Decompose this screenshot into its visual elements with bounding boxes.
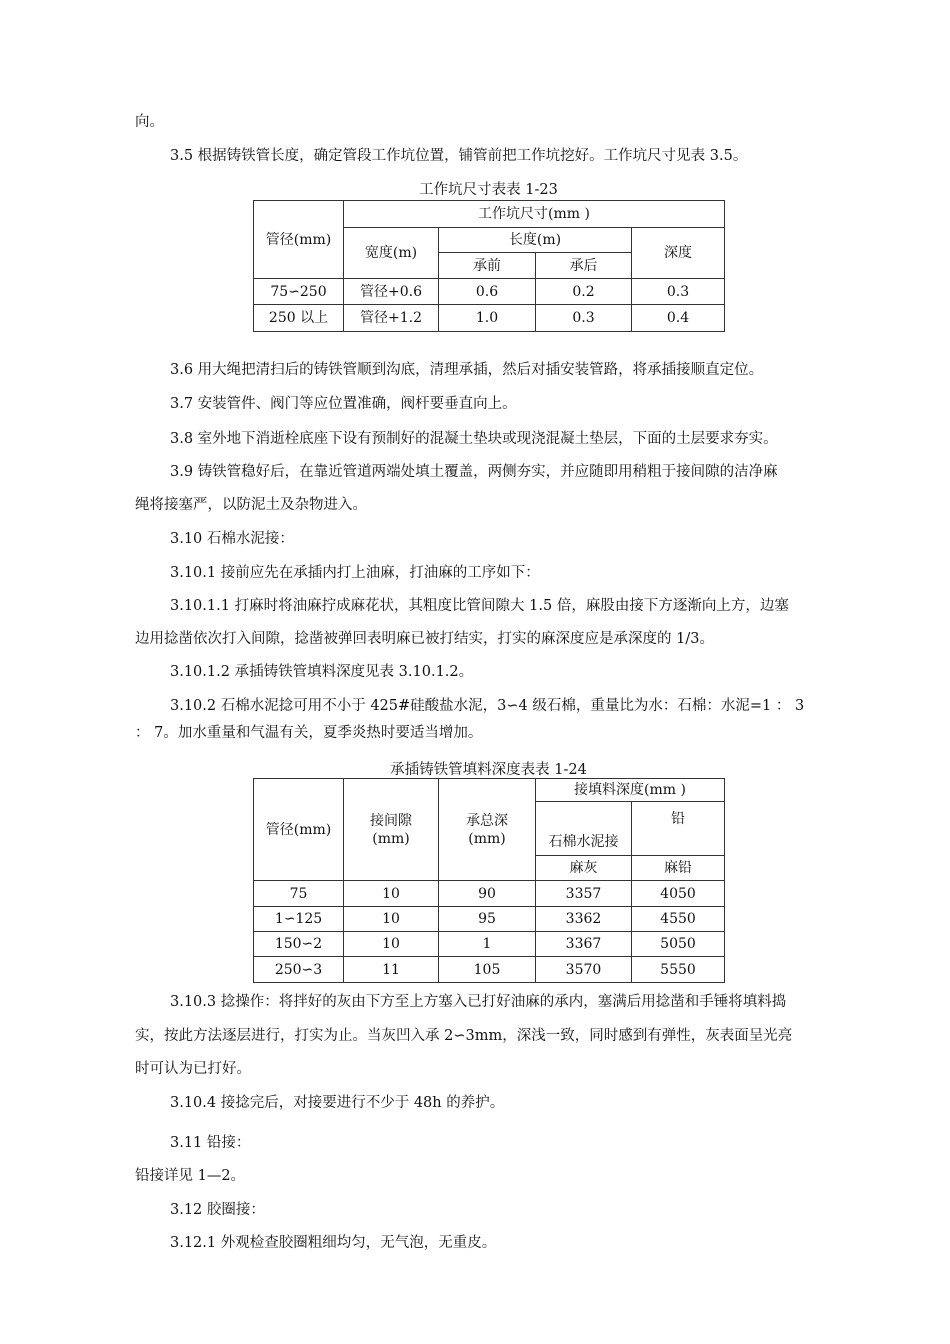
table-cell: 管径+1.2 (344, 305, 439, 332)
header-hemp-lead: 麻铅 (632, 856, 725, 881)
fill-depth-table (253, 778, 725, 983)
header-pipe-diameter: 管径(mm) (254, 201, 344, 279)
paragraph-3-10-3-line3: 时可认为已打好。 (135, 1061, 251, 1077)
table-cell: 150∽2 (254, 932, 344, 957)
header-front: 承前 (439, 253, 536, 279)
table-row (254, 881, 725, 907)
table-row (254, 957, 725, 983)
table-cell: 0.2 (536, 279, 632, 305)
header-joint-gap (344, 779, 439, 881)
table-cell: 3367 (536, 932, 632, 957)
paragraph-3-10-3-line2: 实，按此方法逐层进行，打实为止。当灰凹入承 2∽3mm，深浅一致，同时感到有弹性，灰表面呈光亮 (135, 1028, 793, 1044)
table-cell: 1 (439, 932, 536, 957)
paragraph-3-9-line2: 绳将接塞严，以防泥土及杂物进入。 (135, 497, 367, 513)
table-row (254, 305, 725, 332)
table-cell: 0.6 (439, 279, 536, 305)
header-lead: 铅 (632, 802, 725, 856)
table-row (254, 279, 725, 305)
table-cell: 105 (439, 957, 536, 983)
table-row (254, 932, 725, 957)
table-row (254, 907, 725, 932)
header-hemp-ash: 麻灰 (536, 856, 632, 881)
paragraph-3-12-1: 3.12.1 外观检查胶圈粗细均匀，无气泡，无重皮。 (170, 1235, 497, 1251)
paragraph-3-10-1-2: 3.10.1.2 承插铸铁管填料深度见表 3.10.1.2。 (170, 664, 474, 680)
table-cell: 3362 (536, 907, 632, 932)
header-pit-size: 工作坑尺寸(mm ) (344, 201, 725, 228)
table-cell: 10 (344, 932, 439, 957)
header-fill-depth: 接填料深度(mm ) (536, 779, 725, 802)
table-cell: 5550 (632, 957, 725, 983)
paragraph-3-8: 3.8 室外地下消逝栓底座下设有预制好的混凝土垫块或现浇混凝土垫层，下面的土层要求夯实。 (170, 431, 778, 447)
table2-caption: 承插铸铁管填料深度表表 1-24 (390, 762, 587, 778)
table-cell: 3570 (536, 957, 632, 983)
table-cell: 90 (439, 881, 536, 907)
paragraph-3-10-1-1-line1: 3.10.1.1 打麻时将油麻拧成麻花状，其粗度比管间隙大 1.5 倍，麻股由接下方逐渐向上方，边塞 (170, 598, 789, 614)
table-cell: 11 (344, 957, 439, 983)
table-cell: 75∽250 (254, 279, 344, 305)
table-cell: 95 (439, 907, 536, 932)
paragraph-3-7: 3.7 安装管件、阀门等应位置准确，阀杆要垂直向上。 (170, 396, 517, 412)
header-back: 承后 (536, 253, 632, 279)
table-cell: 4550 (632, 907, 725, 932)
table-cell: 管径+0.6 (344, 279, 439, 305)
paragraph-3-10-3-line1: 3.10.3 捻操作：将拌好的灰由下方至上方塞入已打好油麻的承内，塞满后用捻凿和手锤将填料捣 (170, 994, 787, 1010)
paragraph-3-10: 3.10 石棉水泥接： (170, 531, 294, 547)
paragraph-lead-joint-ref: 铅接详见 1—2。 (135, 1168, 246, 1184)
paragraph-3-10-4: 3.10.4 接捻完后，对接要进行不少于 48h 的养护。 (170, 1095, 505, 1111)
paragraph-3-10-2-line2: ： 7。加水重量和气温有关，夏季炎热时要适当增加。 (135, 725, 483, 741)
table-cell: 75 (254, 881, 344, 907)
header-joint-gap-label: 接间隙 (370, 812, 412, 829)
table-cell: 10 (344, 881, 439, 907)
table1-caption: 工作坑尺寸表表 1-23 (419, 182, 558, 198)
table-cell: 0.4 (632, 305, 725, 332)
header-length: 长度(m) (439, 228, 632, 253)
paragraph-fragment: 向。 (135, 114, 164, 130)
paragraph-3-10-2-line1: 3.10.2 石棉水泥捻可用不小于 425#硅酸盐水泥，3∽4 级石棉，重量比为水：石棉：水泥=1 ： 3 (170, 698, 805, 714)
work-pit-size-table (253, 200, 725, 332)
header-width: 宽度(m) (344, 228, 439, 279)
table-cell: 250∽3 (254, 957, 344, 983)
table-cell: 10 (344, 907, 439, 932)
table-cell: 0.3 (536, 305, 632, 332)
paragraph-3-12: 3.12 胶圈接： (170, 1202, 265, 1218)
header-pipe-diameter: 管径(mm) (254, 779, 344, 881)
header-total-depth-label: 承总深 (466, 812, 508, 829)
paragraph-3-10-1-1-line2: 边用捻凿依次打入间隙，捻凿被弹回表明麻已被打结实，打实的麻深度应是承深度的 1/3。 (135, 631, 714, 647)
paragraph-3-6: 3.6 用大绳把清扫后的铸铁管顺到沟底，清理承插，然后对插安装管路，将承插接顺直定位。 (170, 362, 764, 378)
paragraph-3-11: 3.11 铅接： (170, 1135, 251, 1151)
paragraph-3-10-1: 3.10.1 接前应先在承插内打上油麻，打油麻的工序如下： (170, 565, 540, 581)
paragraph-3-9-line1: 3.9 铸铁管稳好后，在靠近管道两端处填土覆盖，两侧夯实，并应随即用稍粗于接间隙的洁净麻 (170, 464, 778, 480)
table-cell: 1.0 (439, 305, 536, 332)
paragraph-3-5: 3.5 根据铸铁管长度，确定管段工作坑位置，铺管前把工作坑挖好。工作坑尺寸见表 3.5。 (170, 148, 748, 164)
table-cell: 4050 (632, 881, 725, 907)
table-cell: 0.3 (632, 279, 725, 305)
header-depth: 深度 (632, 228, 725, 279)
table-cell: 250 以上 (254, 305, 344, 332)
table-cell: 5050 (632, 932, 725, 957)
header-total-depth-unit: (mm) (468, 830, 506, 847)
header-total-depth (439, 779, 536, 881)
header-joint-gap-unit: (mm) (372, 830, 410, 847)
table-cell: 3357 (536, 881, 632, 907)
header-asbestos-cement: 石棉水泥接 (536, 802, 632, 856)
table-cell: 1∽125 (254, 907, 344, 932)
